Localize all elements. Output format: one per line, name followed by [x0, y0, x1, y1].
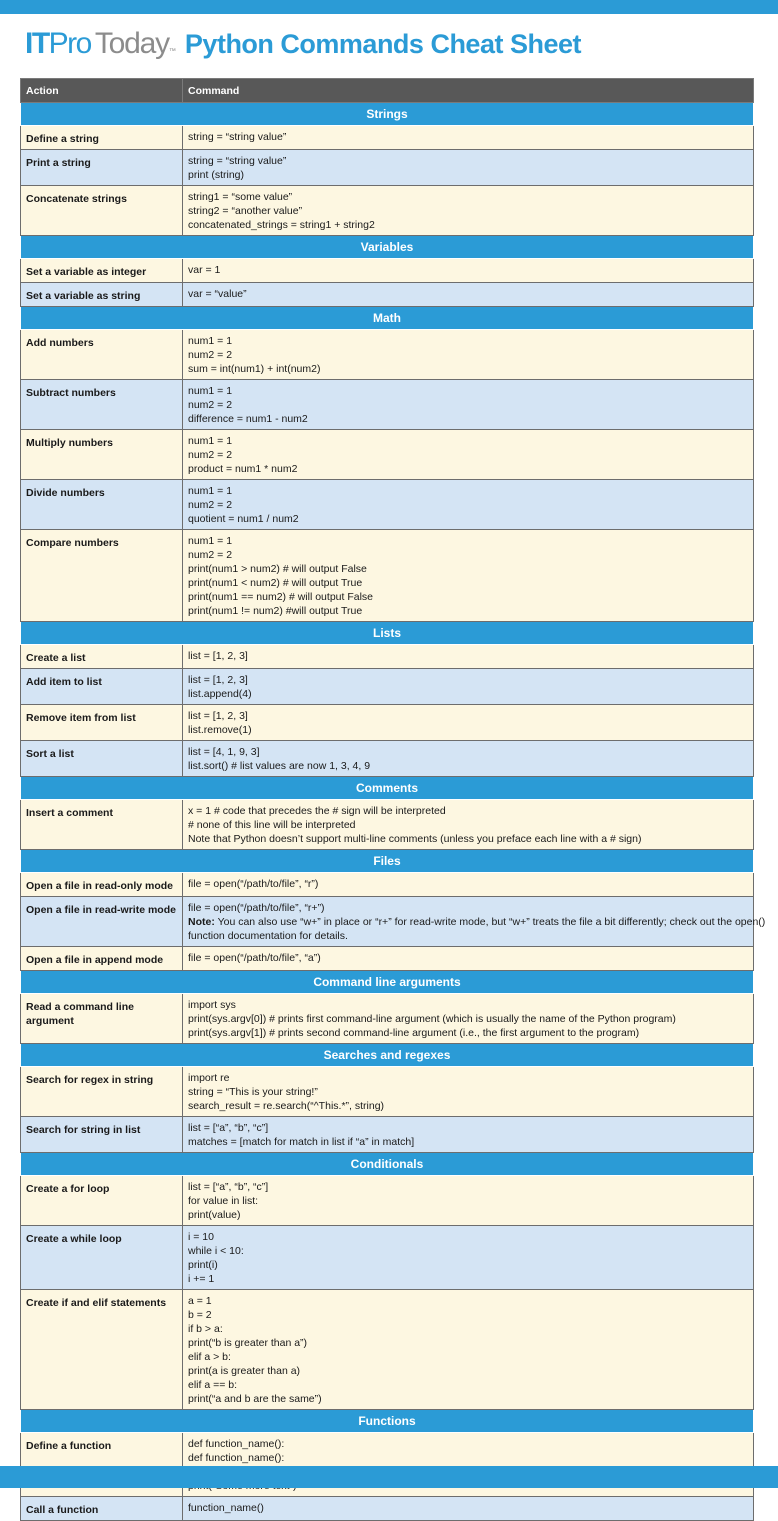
logo-it: IT	[25, 27, 49, 60]
table-row	[21, 330, 754, 380]
command-line: product = num1 * num2	[188, 463, 298, 475]
command-line: sum = int(num1) + int(num2)	[188, 363, 321, 375]
action-cell: Set a variable as string	[21, 283, 183, 307]
section-title: Lists	[21, 622, 754, 645]
command-line: Note that Python doesn’t support multi-line comments (unless you preface each line with a # sign)	[188, 833, 642, 845]
section-title: Conditionals	[21, 1153, 754, 1176]
command-line: list = [1, 2, 3]	[188, 710, 248, 722]
command-line: num1 = 1	[188, 435, 233, 447]
table-row	[21, 126, 754, 150]
command-cell	[183, 150, 754, 186]
action-cell: Read a command line argument	[21, 994, 183, 1044]
command-line: list.remove(1)	[188, 724, 252, 736]
action-cell: Add numbers	[21, 330, 183, 380]
table-row	[21, 873, 754, 897]
table-row	[21, 480, 754, 530]
section-header-row	[21, 971, 754, 994]
command-line: string = “This is your string!”	[188, 1086, 318, 1098]
section-header-row	[21, 236, 754, 259]
logo-pro: Pro	[48, 27, 91, 60]
action-cell: Create a while loop	[21, 1226, 183, 1290]
command-line: num2 = 2	[188, 499, 233, 511]
command-line: print(sys.argv[0]) # prints first command-line argument (which is usually the name of the Python program)	[188, 1013, 676, 1025]
action-cell: Remove item from list	[21, 705, 183, 741]
command-cell	[183, 741, 754, 777]
command-line: while i < 10:	[188, 1245, 244, 1257]
command-cell	[183, 994, 754, 1044]
command-line: print(“b is greater than a”)	[188, 1337, 308, 1349]
command-line: num2 = 2	[188, 549, 233, 561]
command-cell	[183, 669, 754, 705]
action-cell: Subtract numbers	[21, 380, 183, 430]
action-cell: Add item to list	[21, 669, 183, 705]
bottom-accent-bar	[0, 1466, 778, 1488]
command-line: a = 1	[188, 1295, 212, 1307]
command-cell	[183, 1497, 754, 1521]
command-cell	[183, 705, 754, 741]
command-line: string2 = “another value”	[188, 205, 303, 217]
action-cell: Sort a list	[21, 741, 183, 777]
logo-today: Today	[94, 27, 169, 60]
command-line: # none of this line will be interpreted	[188, 819, 356, 831]
command-line: i = 10	[188, 1231, 214, 1243]
table-row	[21, 645, 754, 669]
note-text: You can also use “w+” in place or “r+” for read-write mode, but “w+” treats the file a bit differently; check out the open()	[214, 916, 766, 928]
command-line: file = open(“/path/to/file”, “r+”)	[188, 902, 325, 914]
command-note-continued: function documentation for details.	[188, 930, 348, 942]
action-cell: Call a function	[21, 1497, 183, 1521]
command-line: string1 = “some value”	[188, 191, 293, 203]
table-row	[21, 741, 754, 777]
command-line: elif a == b:	[188, 1379, 238, 1391]
command-cell	[183, 283, 754, 307]
section-header-row	[21, 1410, 754, 1433]
action-cell: Print a string	[21, 150, 183, 186]
table-row	[21, 994, 754, 1044]
command-line: list = [4, 1, 9, 3]	[188, 746, 260, 758]
command-cell	[183, 1290, 754, 1410]
page-header	[25, 27, 581, 67]
section-header-row	[21, 850, 754, 873]
command-line: def function_name():	[188, 1452, 285, 1464]
command-cell	[183, 126, 754, 150]
command-cell	[183, 800, 754, 850]
action-cell: Open a file in append mode	[21, 947, 183, 971]
table-row	[21, 186, 754, 236]
command-line: x = 1 # code that precedes the # sign will be interpreted	[188, 805, 446, 817]
section-header-row	[21, 1044, 754, 1067]
command-line: quotient = num1 / num2	[188, 513, 299, 525]
action-cell: Compare numbers	[21, 530, 183, 622]
command-line: num2 = 2	[188, 349, 233, 361]
command-line: print(num1 != num2) #will output True	[188, 605, 363, 617]
command-line: if b > a:	[188, 1323, 223, 1335]
command-cell	[183, 330, 754, 380]
section-title: Functions	[21, 1410, 754, 1433]
table-row	[21, 259, 754, 283]
command-line: elif a > b:	[188, 1351, 231, 1363]
command-line: num1 = 1	[188, 335, 233, 347]
column-header-action: Action	[21, 79, 183, 103]
action-cell: Create a for loop	[21, 1176, 183, 1226]
command-cell	[183, 259, 754, 283]
action-cell: Define a function	[21, 1433, 183, 1497]
command-cell	[183, 947, 754, 971]
action-cell: Search for string in list	[21, 1117, 183, 1153]
command-line: list = [1, 2, 3]	[188, 650, 248, 662]
command-line: print(value)	[188, 1209, 241, 1221]
table-row	[21, 1497, 754, 1521]
command-line: num1 = 1	[188, 535, 233, 547]
logo-trademark: ™	[168, 48, 176, 55]
action-cell: Search for regex in string	[21, 1067, 183, 1117]
command-line: file = open(“/path/to/file”, “r”)	[188, 878, 319, 890]
command-line: import sys	[188, 999, 236, 1011]
table-row	[21, 380, 754, 430]
table-row	[21, 669, 754, 705]
command-line: def function_name():	[188, 1438, 285, 1450]
command-line: list = [“a”, “b”, “c”]	[188, 1181, 269, 1193]
table-row	[21, 530, 754, 622]
table-row	[21, 1290, 754, 1410]
section-header-row	[21, 1153, 754, 1176]
action-cell: Divide numbers	[21, 480, 183, 530]
command-line: print(i)	[188, 1259, 218, 1271]
command-line: var = “value”	[188, 288, 247, 300]
section-title: Variables	[21, 236, 754, 259]
table-row	[21, 897, 754, 947]
command-line: concatenated_strings = string1 + string2	[188, 219, 375, 231]
command-line: for value in list:	[188, 1195, 259, 1207]
table-row	[21, 1117, 754, 1153]
command-line: string = “string value”	[188, 155, 287, 167]
command-line: i += 1	[188, 1273, 215, 1285]
command-line: string = “string value”	[188, 131, 287, 143]
section-header-row	[21, 777, 754, 800]
table-body	[21, 103, 766, 1521]
command-cell	[183, 897, 766, 947]
table-row	[21, 1176, 754, 1226]
top-accent-bar	[0, 0, 778, 14]
command-line: list.append(4)	[188, 688, 252, 700]
command-line: num1 = 1	[188, 385, 233, 397]
command-line: print(num1 > num2) # will output False	[188, 563, 367, 575]
command-line: print (string)	[188, 169, 245, 181]
command-line: num2 = 2	[188, 399, 233, 411]
command-cell	[183, 1117, 754, 1153]
command-cell	[183, 873, 754, 897]
section-header-row	[21, 307, 754, 330]
command-line: list = [1, 2, 3]	[188, 674, 248, 686]
command-line: var = 1	[188, 264, 221, 276]
action-cell: Create if and elif statements	[21, 1290, 183, 1410]
table-row	[21, 947, 754, 971]
command-cell	[183, 645, 754, 669]
section-header-row	[21, 103, 754, 126]
command-line: print(sys.argv[1]) # prints second command-line argument (i.e., the first argument to the program)	[188, 1027, 640, 1039]
command-note	[188, 915, 766, 929]
table-row	[21, 150, 754, 186]
action-cell: Create a list	[21, 645, 183, 669]
command-line: difference = num1 - num2	[188, 413, 308, 425]
section-header-row	[21, 622, 754, 645]
command-line: num2 = 2	[188, 449, 233, 461]
action-cell: Multiply numbers	[21, 430, 183, 480]
section-title: Command line arguments	[21, 971, 754, 994]
command-line: matches = [match for match in list if “a” in match]	[188, 1136, 415, 1148]
section-title: Strings	[21, 103, 754, 126]
action-cell: Set a variable as integer	[21, 259, 183, 283]
table-row	[21, 1067, 754, 1117]
command-cell	[183, 1067, 754, 1117]
command-line: b = 2	[188, 1309, 212, 1321]
command-line: import re	[188, 1072, 230, 1084]
command-line: function_name()	[188, 1502, 264, 1514]
action-cell: Concatenate strings	[21, 186, 183, 236]
table-row	[21, 800, 754, 850]
section-title: Math	[21, 307, 754, 330]
command-cell	[183, 1226, 754, 1290]
command-cell	[183, 380, 754, 430]
cheat-sheet-table	[20, 78, 766, 1521]
table-row	[21, 283, 754, 307]
note-label: Note:	[188, 916, 215, 928]
table-row	[21, 1226, 754, 1290]
command-cell	[183, 430, 754, 480]
command-line: list.sort() # list values are now 1, 3, 4, 9	[188, 760, 371, 772]
table-header-row	[21, 79, 754, 103]
command-cell	[183, 480, 754, 530]
command-line: print(num1 < num2) # will output True	[188, 577, 363, 589]
command-line: search_result = re.search(“^This.*”, string)	[188, 1100, 385, 1112]
action-cell: Open a file in read-write mode	[21, 897, 183, 947]
table-row	[21, 430, 754, 480]
action-cell: Define a string	[21, 126, 183, 150]
section-title: Searches and regexes	[21, 1044, 754, 1067]
command-cell	[183, 1176, 754, 1226]
command-line: list = [“a”, “b”, “c”]	[188, 1122, 269, 1134]
command-line: file = open(“/path/to/file”, “a”)	[188, 952, 321, 964]
action-cell: Insert a comment	[21, 800, 183, 850]
table-row	[21, 705, 754, 741]
column-header-command: Command	[183, 79, 754, 103]
action-cell: Open a file in read-only mode	[21, 873, 183, 897]
command-line: num1 = 1	[188, 485, 233, 497]
section-title: Comments	[21, 777, 754, 800]
command-cell	[183, 186, 754, 236]
page-title: Python Commands Cheat Sheet	[184, 29, 581, 59]
command-line: print(a is greater than a)	[188, 1365, 301, 1377]
command-line: print(num1 == num2) # will output False	[188, 591, 374, 603]
section-title: Files	[21, 850, 754, 873]
command-line: print(“a and b are the same”)	[188, 1393, 322, 1405]
command-cell	[183, 530, 754, 622]
